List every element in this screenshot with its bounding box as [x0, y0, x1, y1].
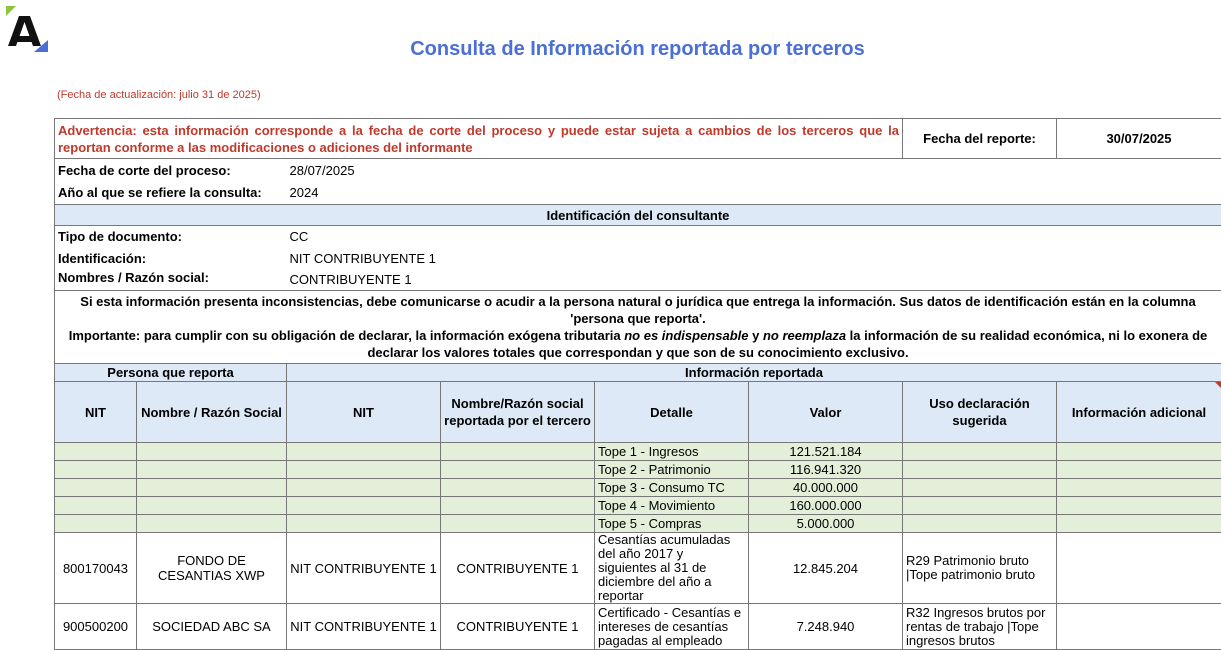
group-reported: Información reportada [287, 364, 1221, 382]
row-usage: R32 Ingresos brutos por rentas de trabajo |Tope ingresos brutos [903, 604, 1057, 650]
row-name-reported: CONTRIBUYENTE 1 [441, 533, 595, 604]
row-name-reported: CONTRIBUYENTE 1 [441, 604, 595, 650]
row-nit-reported: NIT CONTRIBUYENTE 1 [287, 533, 441, 604]
id-label: Identificación: [55, 248, 287, 270]
col-nit: NIT [55, 382, 137, 443]
name-label: Nombres / Razón social: [55, 270, 287, 291]
row-name: FONDO DE CESANTIAS XWP [137, 533, 287, 604]
row-detail: Certificado - Cesantías e intereses de cesantías pagadas al empleado [595, 604, 749, 650]
warning-text: Advertencia: esta información corresponde a la fecha de corte del proceso y puede estar sujeta a cambios de los terceros que la reportan conforme a las modificaciones o adiciones del informante [55, 119, 903, 159]
notice-important: Importante: para cumplir con su obligación de declarar, la información exógena tributaria no es indispensable y no reemplaza la información de su realidad económica, ni lo exonera de declarar los valores totales que correspondan y que son de su conocimiento exclusivo. [58, 327, 1218, 361]
table-row [55, 604, 1221, 650]
row-detail: Cesantías acumuladas del año 2017 y siguientes al 31 de diciembre del año a reportar [595, 533, 749, 604]
row-extra [1057, 604, 1221, 650]
tope-detail: Tope 4 - Movimiento [595, 497, 749, 515]
tope-detail: Tope 5 - Compras [595, 515, 749, 533]
tope-row [55, 515, 1221, 533]
row-nit-reported: NIT CONTRIBUYENTE 1 [287, 604, 441, 650]
doc-type-value: CC [287, 226, 1221, 248]
year-value: 2024 [287, 182, 1221, 205]
cut-date-value: 28/07/2025 [287, 159, 1221, 182]
row-nit: 800170043 [55, 533, 137, 604]
tope-detail: Tope 1 - Ingresos [595, 443, 749, 461]
notice-line1: Si esta información presenta inconsistencias, debe comunicarse o acudir a la persona natural o jurídica que entrega la información. Sus datos de identificación están en la columna 'persona que reporta'. [58, 293, 1218, 327]
doc-type-label: Tipo de documento: [55, 226, 287, 248]
col-usage: Uso declaración sugerida [903, 382, 1057, 443]
cut-date-label: Fecha de corte del proceso: [55, 159, 287, 182]
row-value: 12.845.204 [749, 533, 903, 604]
update-date: (Fecha de actualización: julio 31 de 2025) [57, 89, 261, 101]
tope-value: 116.941.320 [749, 461, 903, 479]
row-usage: R29 Patrimonio bruto |Tope patrimonio bruto [903, 533, 1057, 604]
row-nit: 900500200 [55, 604, 137, 650]
tope-value: 121.521.184 [749, 443, 903, 461]
tope-value: 40.000.000 [749, 479, 903, 497]
table-row [55, 533, 1221, 604]
name-value: CONTRIBUYENTE 1 [287, 270, 1221, 291]
group-reporter: Persona que reporta [55, 364, 287, 382]
col-nit-reported: NIT [287, 382, 441, 443]
year-label: Año al que se refiere la consulta: [55, 182, 287, 205]
col-name-reported: Nombre/Razón social reportada por el tercero [441, 382, 595, 443]
report-date-value: 30/07/2025 [1057, 119, 1221, 159]
tope-value: 5.000.000 [749, 515, 903, 533]
tope-value: 160.000.000 [749, 497, 903, 515]
report-date-label: Fecha del reporte: [903, 119, 1057, 159]
col-detail: Detalle [595, 382, 749, 443]
col-extra: Información adicional [1057, 382, 1221, 443]
col-value: Valor [749, 382, 903, 443]
comment-marker-icon [1215, 382, 1221, 388]
tope-row [55, 497, 1221, 515]
tope-row [55, 479, 1221, 497]
row-value: 7.248.940 [749, 604, 903, 650]
identification-heading: Identificación del consultante [55, 205, 1221, 226]
notice-box [55, 291, 1221, 364]
col-name: Nombre / Razón Social [137, 382, 287, 443]
report-table [54, 118, 1221, 650]
row-name: SOCIEDAD ABC SA [137, 604, 287, 650]
page-title: Consulta de Información reportada por terceros [0, 38, 1221, 61]
id-value: NIT CONTRIBUYENTE 1 [287, 248, 1221, 270]
tope-row [55, 443, 1221, 461]
tope-detail: Tope 2 - Patrimonio [595, 461, 749, 479]
tope-detail: Tope 3 - Consumo TC [595, 479, 749, 497]
tope-row [55, 461, 1221, 479]
row-extra [1057, 533, 1221, 604]
